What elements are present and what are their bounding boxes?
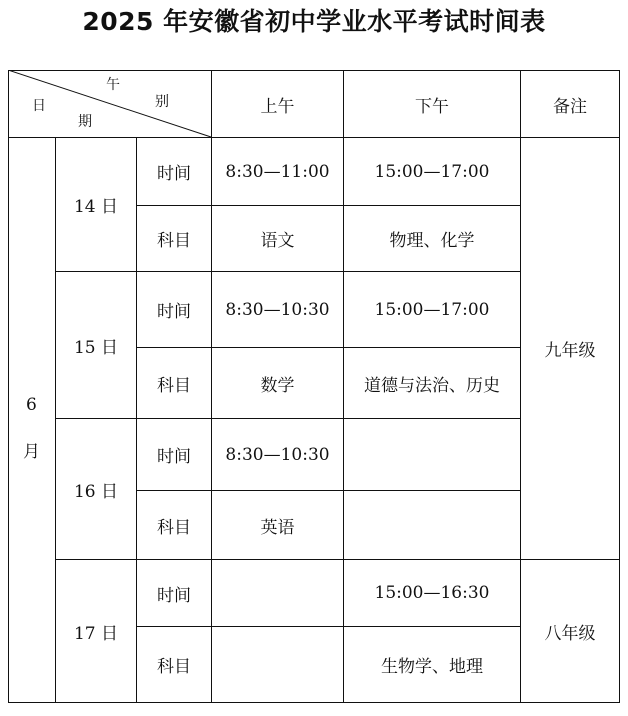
am-time: 8:30—10:30 bbox=[225, 299, 330, 320]
header-note: 备注 bbox=[553, 96, 587, 117]
date-cell: 15 日 bbox=[73, 337, 119, 358]
am-time bbox=[212, 560, 343, 626]
note-grade9: 九年级 bbox=[544, 341, 596, 361]
subject-label: 科目 bbox=[157, 657, 191, 677]
table-border bbox=[8, 70, 9, 703]
date-cell: 14 日 bbox=[73, 197, 119, 217]
am-subject bbox=[212, 627, 343, 702]
time-label: 时间 bbox=[157, 585, 191, 606]
corner-label-bie: 别 bbox=[155, 94, 169, 110]
pm-time: 15:00—17:00 bbox=[374, 299, 490, 320]
am-subject: 语文 bbox=[260, 231, 295, 251]
am-subject: 数学 bbox=[260, 375, 295, 396]
time-label: 时间 bbox=[157, 302, 191, 322]
am-subject: 英语 bbox=[260, 517, 295, 538]
pm-time bbox=[344, 419, 520, 490]
pm-subject bbox=[344, 491, 520, 559]
month-char: 月 bbox=[23, 442, 40, 462]
subject-label: 科目 bbox=[157, 517, 191, 538]
corner-label-wu: 午 bbox=[106, 77, 120, 93]
note-grade8: 八年级 bbox=[544, 623, 596, 644]
corner-label-qi: 期 bbox=[78, 114, 92, 130]
header-morning: 上午 bbox=[260, 96, 295, 117]
corner-label-ri: 日 bbox=[32, 98, 46, 114]
pm-subject: 生物学、地理 bbox=[381, 657, 483, 677]
pm-time: 15:00—16:30 bbox=[374, 583, 490, 603]
time-label: 时间 bbox=[157, 447, 191, 467]
month-number: 6 bbox=[26, 395, 37, 415]
exam-schedule-table bbox=[8, 70, 620, 703]
subject-label: 科目 bbox=[157, 231, 191, 251]
am-time: 8:30—11:00 bbox=[225, 161, 330, 182]
date-cell: 16 日 bbox=[73, 481, 119, 502]
subject-label: 科目 bbox=[157, 375, 191, 396]
time-label: 时间 bbox=[157, 164, 191, 184]
table-border bbox=[8, 702, 620, 703]
date-cell: 17 日 bbox=[73, 623, 119, 644]
table-border bbox=[619, 70, 620, 703]
pm-time: 15:00—17:00 bbox=[374, 161, 490, 182]
header-afternoon: 下午 bbox=[415, 96, 449, 117]
page-title: 2025 年安徽省初中学业水平考试时间表 bbox=[82, 7, 546, 36]
pm-subject: 道德与法治、历史 bbox=[364, 375, 500, 396]
pm-subject: 物理、化学 bbox=[389, 231, 475, 251]
am-time: 8:30—10:30 bbox=[225, 444, 330, 465]
